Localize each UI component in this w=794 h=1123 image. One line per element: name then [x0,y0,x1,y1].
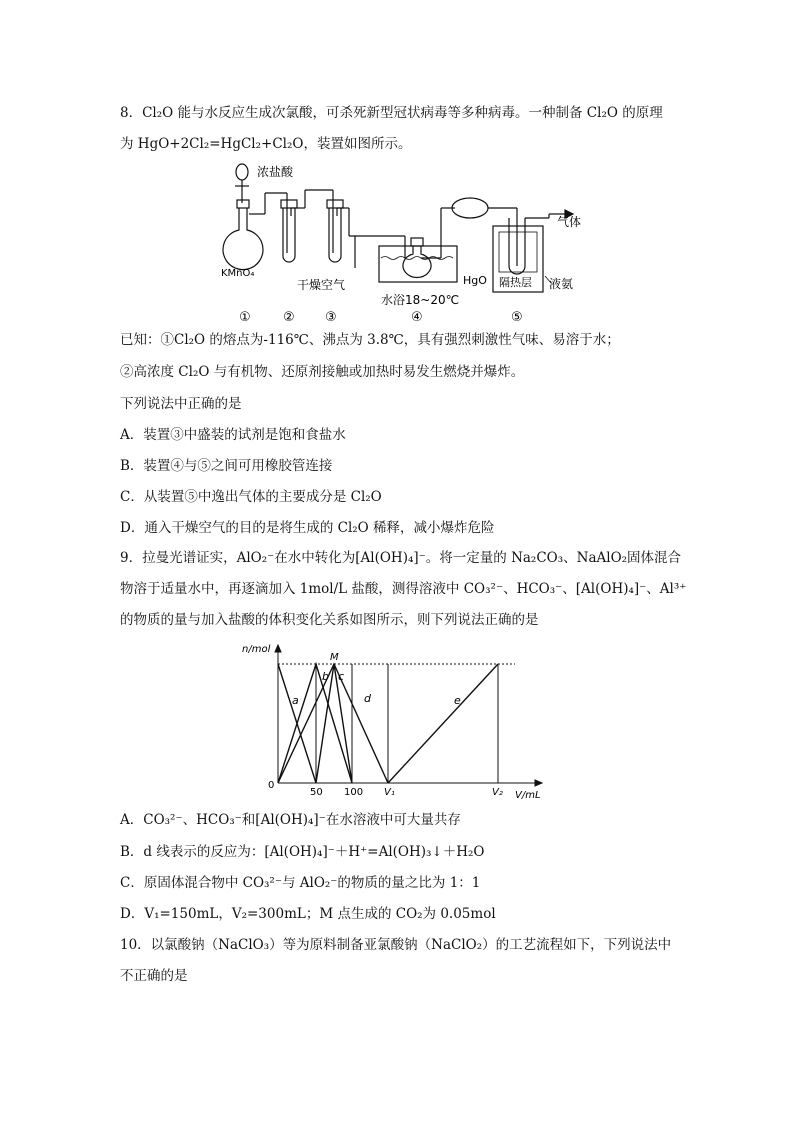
q8-known1: 已知：①Cl₂O 的熔点为-116℃、沸点为 3.8℃，具有强烈刺激性气味、易溶于水； [120,332,620,348]
q10-line2: 不正确的是 [120,968,188,984]
q10-line1: 10．以氯酸钠（NaClO₃）等为原料制备亚氯酸钠（NaClO₂）的工艺流程如下，下列说法中 [120,937,672,953]
q8-option-b: B．装置④与⑤之间可用橡胶管连接 [120,458,333,474]
q9-line3: 的物质的量与加入盐酸的体积变化关系如图所示，则下列说法正确的是 [120,612,539,628]
series-line-d [278,664,388,783]
device-number-3: ③ [325,310,337,325]
label-bath: 水浴18~20℃ [381,293,460,307]
mole-volume-chart [240,640,550,800]
device-number-4: ④ [411,310,423,325]
label-kmno4: KMnO₄ [221,268,255,279]
q9-option-b: B．d 线表示的反应为：[Al(OH)₄]⁻＋H⁺=Al(OH)₃↓＋H₂O [120,844,485,860]
series-label-e: e [454,694,461,707]
device-number-1: ① [239,310,251,325]
q8-line1: 8．Cl₂O 能与水反应生成次氯酸，可杀死新型冠状病毒等多种病毒。一种制备 Cl₂O 的原理 [120,105,663,121]
point-m-label: M [330,652,339,663]
q9-line2: 物溶于适量水中，再逐滴加入 1mol/L 盐酸，测得溶液中 CO₃²⁻、HCO₃⁻、[Al(OH)₄]⁻、Al³⁺ [120,581,687,597]
q8-stem: 下列说法中正确的是 [120,396,242,412]
q9-line1: 9．拉曼光谱证实，AlO₂⁻在水中转化为[Al(OH)₄]⁻。将一定量的 Na₂CO₃、NaAlO₂固体混合 [120,550,682,566]
y-axis-label: n/mol [242,644,271,655]
label-insulation: 隔热层 [499,276,532,289]
label-liquid-ammonia: 液氨 [549,277,574,291]
x-axis-label: V/mL [515,790,541,800]
q8-known2: ②高浓度 Cl₂O 与有机物、还原剂接触或加热时易发生燃烧并爆炸。 [120,364,525,380]
tick-100: 100 [344,787,364,798]
tick-50: 50 [310,787,323,798]
q8-option-a: A．装置③中盛装的试剂是饱和食盐水 [120,427,346,443]
q9-option-c: C．原固体混合物中 CO₃²⁻与 AlO₂⁻的物质的量之比为 1：1 [120,875,481,891]
q9-option-d: D．V₁=150mL，V₂=300mL；M 点生成的 CO₂为 0.05mol [120,906,496,922]
device-number-5: ⑤ [511,310,523,325]
q8-option-c: C．从装置⑤中逸出气体的主要成分是 Cl₂O [120,489,382,505]
tick-v1: V₁ [384,787,395,798]
q8-line2: 为 HgO+2Cl₂=HgCl₂+Cl₂O，装置如图所示。 [120,136,412,152]
series-label-d: d [364,692,371,705]
tick-0: 0 [268,780,275,791]
q8-option-d: D．通入干燥空气的目的是将生成的 Cl₂O 稀释，减小爆炸危险 [120,520,495,536]
label-acid: 浓盐酸 [257,165,294,179]
series-label-a: a [292,694,299,707]
device-number-2: ② [283,310,295,325]
series-label-b: b [322,670,329,683]
tick-v2: V₂ [492,787,503,798]
apparatus-figure [215,158,610,325]
label-gas: 气体 [557,215,582,229]
series-label-c: c [338,670,345,683]
q9-option-a: A．CO₃²⁻、HCO₃⁻和[Al(OH)₄]⁻在水溶液中可大量共存 [120,812,461,828]
label-hgo: HgO [463,274,487,287]
series-line-e [388,664,498,783]
label-air: 干燥空气 [297,278,346,292]
